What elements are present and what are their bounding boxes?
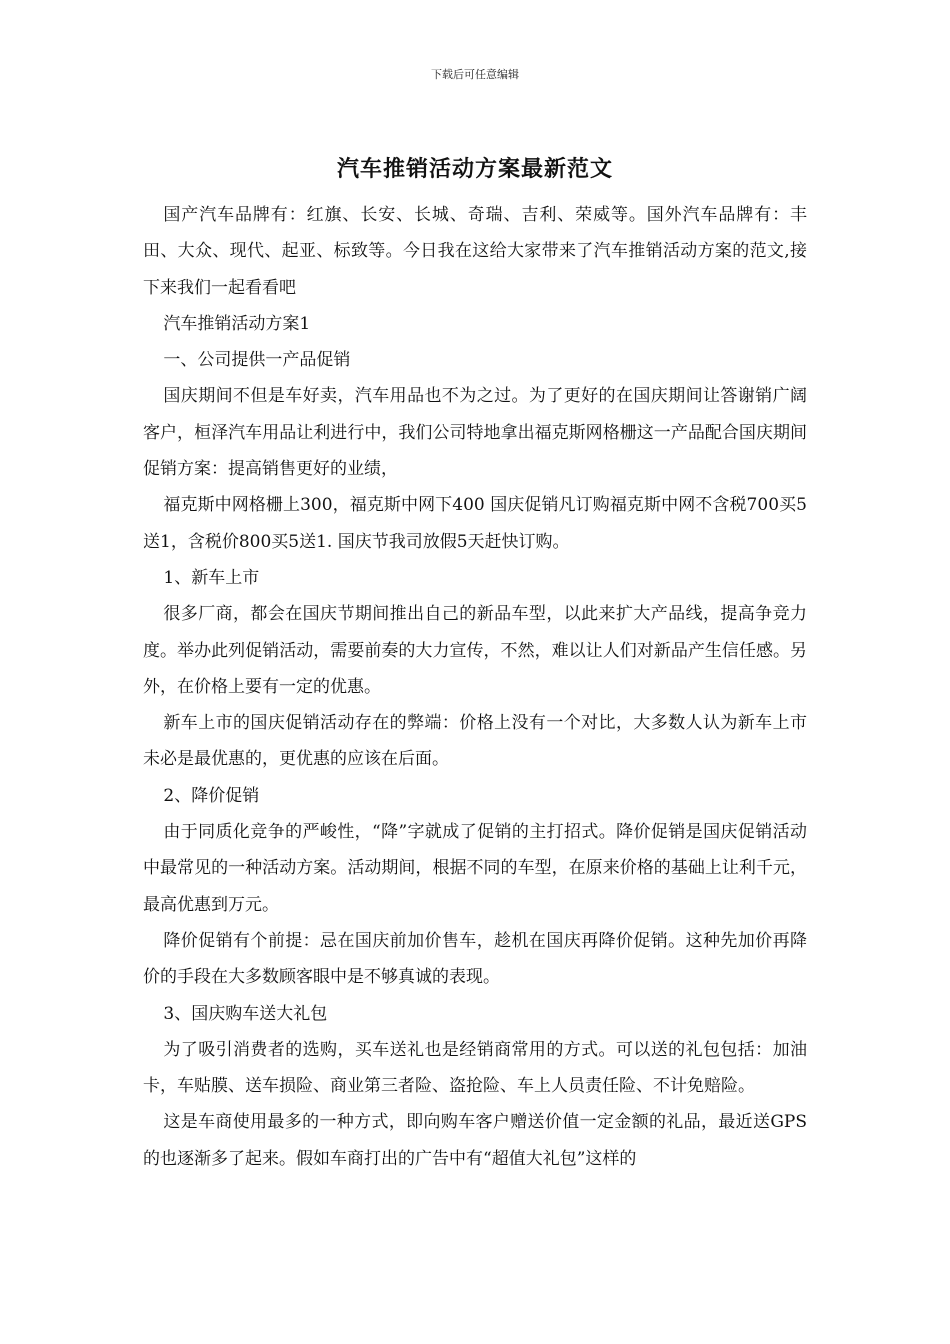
- paragraph-intro: 国产汽车品牌有：红旗、长安、长城、奇瑞、吉利、荣威等。国外汽车品牌有：丰田、大众、现代、起亚、标致等。今日我在这给大家带来了汽车推销活动方案的范文,接下来我们一起看看吧: [143, 205, 807, 298]
- document-title: 汽车推销活动方案最新范文: [336, 156, 613, 182]
- section-heading-new-car-launch: 1、新车上市: [163, 567, 260, 588]
- section-heading-gift-package: 3、国庆购车送大礼包: [163, 1003, 328, 1024]
- paragraph-gift-package: 为了吸引消费者的选购，买车送礼也是经销商常用的方式。可以送的礼包包括：加油卡，车贴膜、送车损险、商业第三者险、盗抢险、车上人员责任险、不计免赔险。: [143, 1039, 807, 1097]
- paragraph-new-car-launch: 很多厂商，都会在国庆节期间推出自己的新品车型，以此来扩大产品线，提高争竞力度。举办此列促销活动，需要前奏的大力宣传，不然，难以让人们对新品产生信任感。另外，在价格上要有一定的优惠。: [143, 604, 807, 697]
- section-heading-plan-1: 汽车推销活动方案1: [163, 313, 311, 334]
- page-header: 下载后可任意编辑: [431, 68, 519, 81]
- section-heading-price-cut: 2、降价促销: [163, 785, 260, 806]
- paragraph-price-cut: 由于同质化竞争的严峻性，“降”字就成了促销的主打招式。降价促销是国庆促销活动中最常见的一种活动方案。活动期间，根据不同的车型，在原来价格的基础上让利千元，最高优惠到万元。: [143, 822, 807, 915]
- paragraph-gift-common-method: 这是车商使用最多的一种方式，即向购车客户赠送价值一定金额的礼品，最近送GPS的也逐渐多了起来。假如车商打出的广告中有“超值大礼包”这样的: [143, 1112, 807, 1169]
- paragraph-national-day-accessories: 国庆期间不但是车好卖，汽车用品也不为之过。为了更好的在国庆期间让答谢销广阔客户，桓泽汽车用品让利进行中，我们公司特地拿出福克斯网格栅这一产品配合国庆期间促销方案：提高销售更好的业绩，: [143, 386, 807, 480]
- document-body: [143, 197, 807, 1177]
- paragraph-focus-grille-prices: 福克斯中网格栅上300，福克斯中网下400 国庆促销凡订购福克斯中网不含税700买5送1，含税价800买5送1. 国庆节我司放假5天赶快订购。: [143, 495, 807, 552]
- paragraph-price-cut-premise: 降价促销有个前提：忌在国庆前加价售车，趁机在国庆再降价促销。这种先加价再降价的手段在大多数顾客眼中是不够真诚的表现。: [143, 930, 807, 988]
- section-heading-product-promo: 一、公司提供一产品促销: [163, 350, 351, 371]
- paragraph-new-car-drawbacks: 新车上市的国庆促销活动存在的弊端：价格上没有一个对比，大多数人认为新车上市未必是最优惠的，更优惠的应该在后面。: [143, 713, 807, 770]
